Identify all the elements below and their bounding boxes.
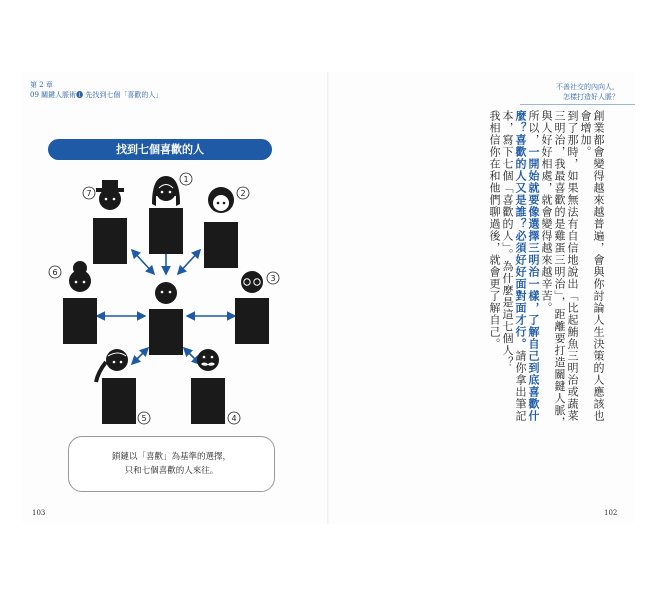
book-title-line2: 怎樣打造好人脈？ bbox=[563, 93, 619, 101]
book-title-line1: 不善社交的內向人， bbox=[556, 83, 619, 91]
paragraph-3-emphasis: 一開始就要像選擇三明治一樣，了解自己到底喜歡什麼？喜歡的人又是誰？必須好好面對面才行。 bbox=[514, 110, 540, 422]
paragraph-3-tail: 請你拿出筆記本，寫下七個「喜歡的人」。為什麼是這七個人？ bbox=[501, 110, 527, 422]
section-title: 09 關鍵人脈術❶ 先找到七個「喜歡的人」 bbox=[30, 91, 163, 99]
person-number-6: 6 bbox=[52, 268, 58, 277]
chapter-label: 第 2 章 bbox=[30, 81, 53, 89]
person-number-3: 3 bbox=[270, 274, 276, 283]
running-header-left bbox=[30, 80, 162, 100]
page-number-left: 103 bbox=[32, 509, 46, 517]
diagram-title: 找到七個喜歡的人 bbox=[48, 139, 272, 160]
body-text-vertical bbox=[488, 110, 605, 430]
person-number-7: 7 bbox=[86, 189, 92, 198]
person-number-5: 5 bbox=[141, 414, 147, 423]
header-rule bbox=[520, 104, 635, 105]
summary-note-box bbox=[68, 436, 275, 492]
person-number-4: 4 bbox=[231, 414, 237, 423]
person-number-1: 1 bbox=[183, 175, 189, 184]
book-gutter bbox=[327, 72, 329, 524]
paragraph-4: 我相信你在和他們聊過後，就會更了解自己。 bbox=[488, 110, 501, 350]
person-2 bbox=[204, 187, 249, 268]
paragraph-1: 創業都會變得越來越普遍，會與你討論人生決策的人應該也會增加。 bbox=[579, 110, 605, 422]
page-number-right: 102 bbox=[604, 509, 618, 517]
person-6 bbox=[49, 261, 97, 344]
note-line-2: 只和七個喜歡的人來往。 bbox=[124, 466, 219, 476]
person-1 bbox=[149, 173, 192, 254]
person-3 bbox=[235, 271, 279, 344]
paragraph-3 bbox=[501, 110, 540, 430]
arrow-5 bbox=[132, 348, 148, 364]
paragraph-2: 到了那時，如果無法有自信地說出「比起鮪魚三明治或蔬菜三明治，我最喜歡的是雞蛋三明治」，距離要打造關鍵人脈，與人好好相處，就會變得越來越辛苦。 bbox=[540, 110, 579, 429]
paragraph-3-lead: 所以， bbox=[527, 110, 540, 146]
center-person bbox=[149, 282, 183, 355]
person-5 bbox=[96, 349, 150, 424]
seven-people-diagram bbox=[40, 166, 290, 436]
person-number-2: 2 bbox=[240, 189, 246, 198]
running-header-right bbox=[556, 82, 619, 102]
person-7 bbox=[83, 180, 127, 264]
person-4 bbox=[191, 349, 240, 424]
note-line-1: 鎖鏈以「喜歡」為基準的選擇， bbox=[111, 452, 231, 462]
